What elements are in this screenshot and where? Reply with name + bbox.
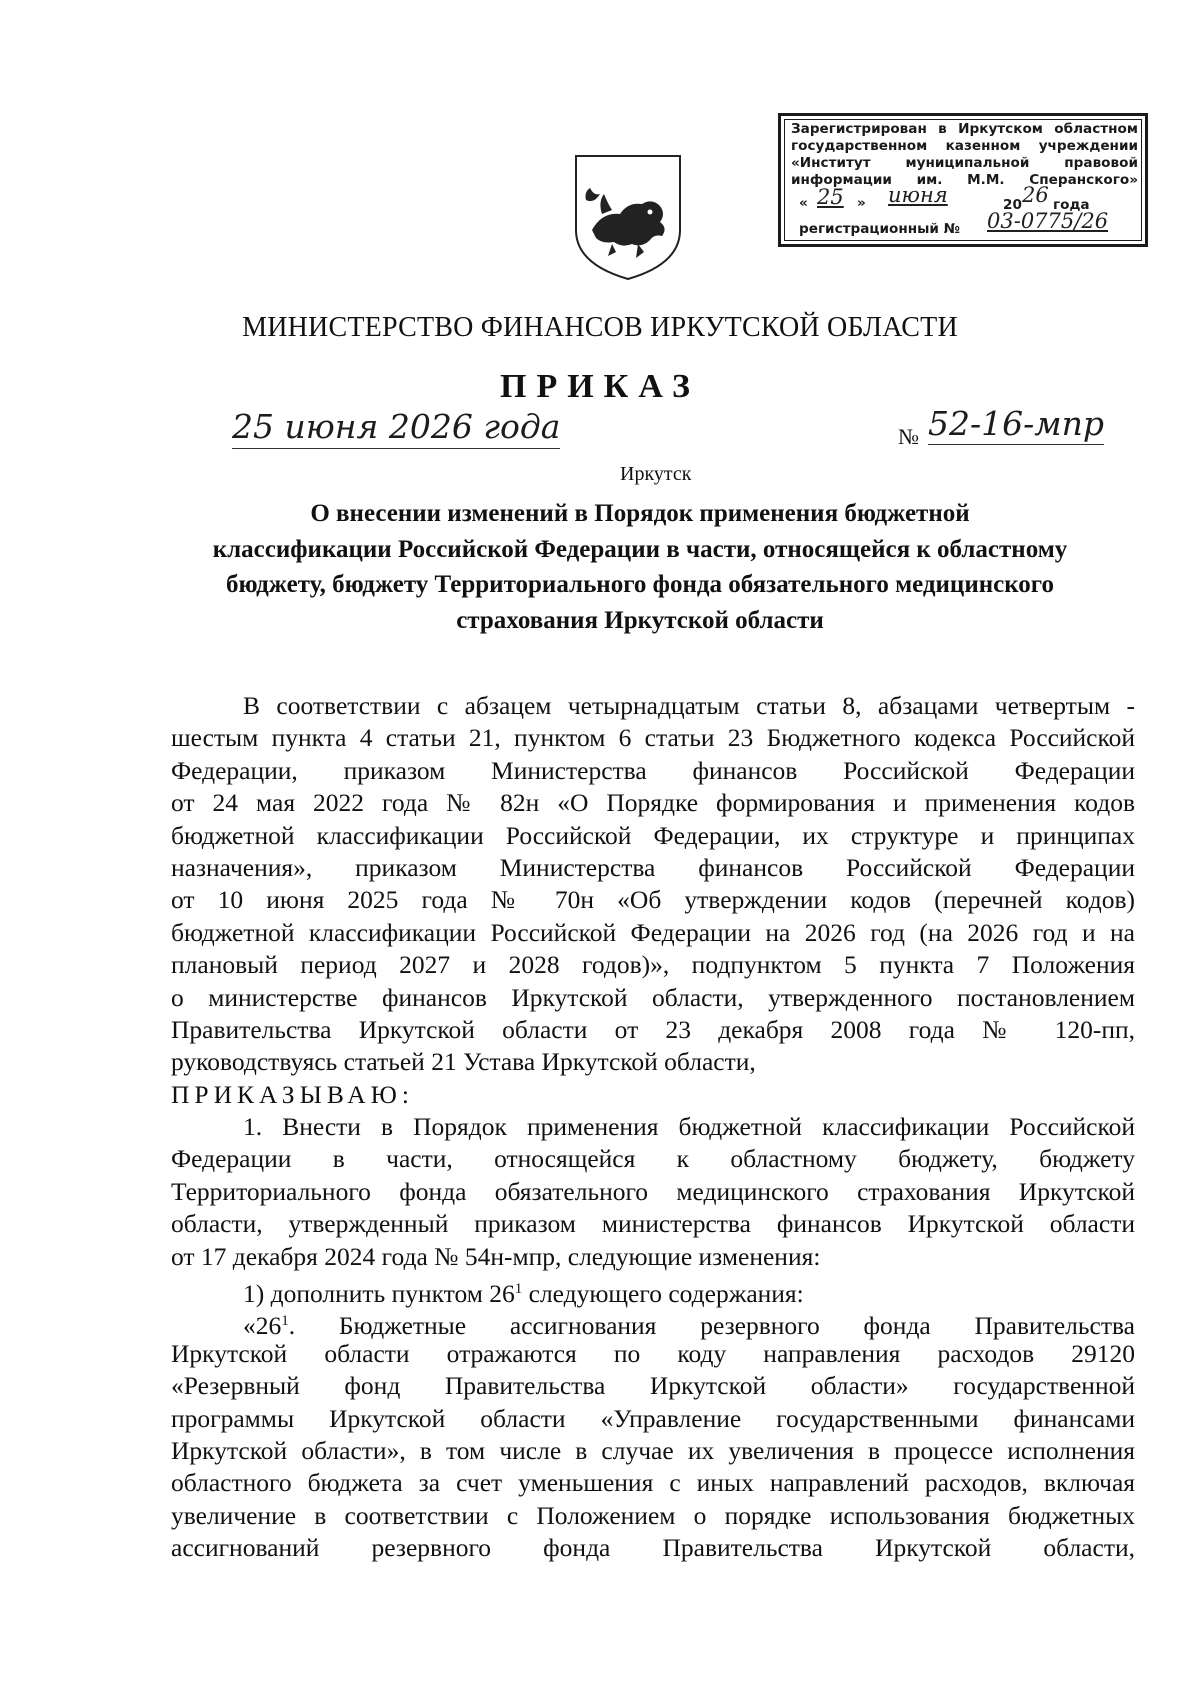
clause-text: . Бюджетные ассигнования резервного фонда Правительства	[288, 1311, 1135, 1341]
amendment-text: 1) дополнить пунктом 26	[243, 1279, 515, 1309]
stamp-quote-open: «	[799, 195, 808, 211]
stamp-year-handwritten: 26	[1022, 183, 1049, 207]
stamp-reg-number-handwritten: 03-0775/26	[987, 209, 1109, 233]
body-line: Иркутской области», в том числе в случае их увеличения в процессе исполнения	[171, 1435, 1135, 1465]
coat-of-arms-emblem	[572, 152, 684, 282]
body-line: В соответствии с абзацем четырнадцатым статьи 8, абзацами четвертым -	[243, 691, 1135, 720]
body-line: «Резервный фонд Правительства Иркутской области» государственной	[171, 1371, 1135, 1401]
document-type-heading: ПРИКАЗ	[500, 368, 700, 405]
body-line: Федерации, приказом Министерства финансов Российской Федерации	[171, 755, 1135, 785]
body-line: Правительства Иркутской области от 23 декабря 2008 года № 120-пп,	[171, 1014, 1135, 1044]
body-line-clause	[171, 1305, 1135, 1341]
body-line: Территориального фонда обязательного медицинского страхования Иркутской	[171, 1176, 1135, 1206]
orders-keyword: ПРИКАЗЫВАЮ:	[171, 1079, 414, 1109]
body-line: о министерстве финансов Иркутской области, утвержденного постановлением	[171, 982, 1135, 1012]
body-line: от 10 июня 2025 года № 70н «Об утверждении кодов (перечней кодов)	[171, 885, 1135, 915]
body-line: Федерации в части, относящейся к областному бюджету, бюджету	[171, 1144, 1135, 1174]
body-line: Иркутской области отражаются по коду направления расходов 29120	[171, 1338, 1135, 1368]
title-line: бюджету, бюджету Территориального фонда обязательного медицинского	[225, 571, 1055, 598]
stamp-registration-line	[791, 209, 1138, 237]
order-number-label: №	[898, 424, 919, 449]
stamp-day-handwritten: 25	[817, 185, 844, 209]
title-line: страхования Иркутской области	[456, 606, 824, 634]
stamp-line: «Институт муниципальной правовой	[791, 155, 1138, 171]
order-title	[170, 496, 1110, 638]
body-line: плановый период 2027 и 2028 годов)», подпунктом 5 пункта 7 Положения	[171, 950, 1135, 980]
stamp-month-handwritten: июня	[888, 183, 948, 207]
body-line: назначения», приказом Министерства финансов Российской Федерации	[171, 852, 1135, 882]
ministry-name: МИНИСТЕРСТВО ФИНАНСОВ ИРКУТСКОЙ ОБЛАСТИ	[242, 312, 958, 343]
title-line: О внесении изменений в Порядок применения бюджетной	[310, 500, 970, 527]
clause-text: «26	[243, 1311, 282, 1341]
body-line-amendment	[171, 1273, 1135, 1309]
body-line: программы Иркутской области «Управление государственными финансами	[171, 1403, 1135, 1433]
city-name: Иркутск	[620, 463, 692, 485]
body-line: ассигнований резервного фонда Правительства Иркутской области,	[171, 1533, 1135, 1563]
stamp-reg-label: регистрационный №	[799, 221, 961, 237]
title-line: классификации Российской Федерации в части, относящейся к областному	[212, 535, 1068, 563]
body-line: от 17 декабря 2024 года № 54н-мпр, следующие изменения:	[171, 1241, 821, 1271]
stamp-quote-close: »	[857, 195, 866, 211]
order-number-handwritten: 52-16-мпр	[928, 404, 1105, 443]
superscript: 1	[281, 1313, 289, 1330]
stamp-line: Зарегистрирован в Иркутском областном	[791, 121, 1138, 137]
stamp-year-prefix: 20	[1003, 197, 1022, 213]
order-date-handwritten: 25 июня 2026 года	[232, 406, 560, 449]
stamp-line: государственном казенном учреждении	[791, 138, 1138, 154]
body-line: увеличение в соответствии с Положением о порядке использования бюджетных	[171, 1500, 1135, 1530]
body-line: 1. Внести в Порядок применения бюджетной классификации Российской	[243, 1112, 1135, 1142]
stamp-year-suffix: года	[1053, 197, 1090, 213]
body-line: области, утвержденный приказом министерства финансов Иркутской области	[171, 1209, 1135, 1239]
body-line: бюджетной классификации Российской Федерации на 2026 год (на 2026 год и на	[171, 917, 1135, 947]
body-line: шестым пункта 4 статьи 21, пунктом 6 статьи 23 Бюджетного кодекса Российской	[171, 723, 1135, 753]
superscript: 1	[514, 1281, 523, 1298]
body-line: бюджетной классификации Российской Федерации, их структуре и принципах	[171, 820, 1135, 850]
body-line: областного бюджета за счет уменьшения с иных направлений расходов, включая	[171, 1468, 1135, 1498]
stamp-line: информации им. М.М. Сперанского»	[791, 172, 1138, 188]
body-line: от 24 мая 2022 года № 82н «О Порядке формирования и применения кодов	[171, 788, 1135, 818]
amendment-text: следующего содержания:	[522, 1279, 804, 1309]
body-line: руководствуясь статьей 21 Устава Иркутской области,	[171, 1047, 756, 1077]
order-body	[171, 690, 1135, 1565]
registration-stamp	[778, 113, 1148, 247]
